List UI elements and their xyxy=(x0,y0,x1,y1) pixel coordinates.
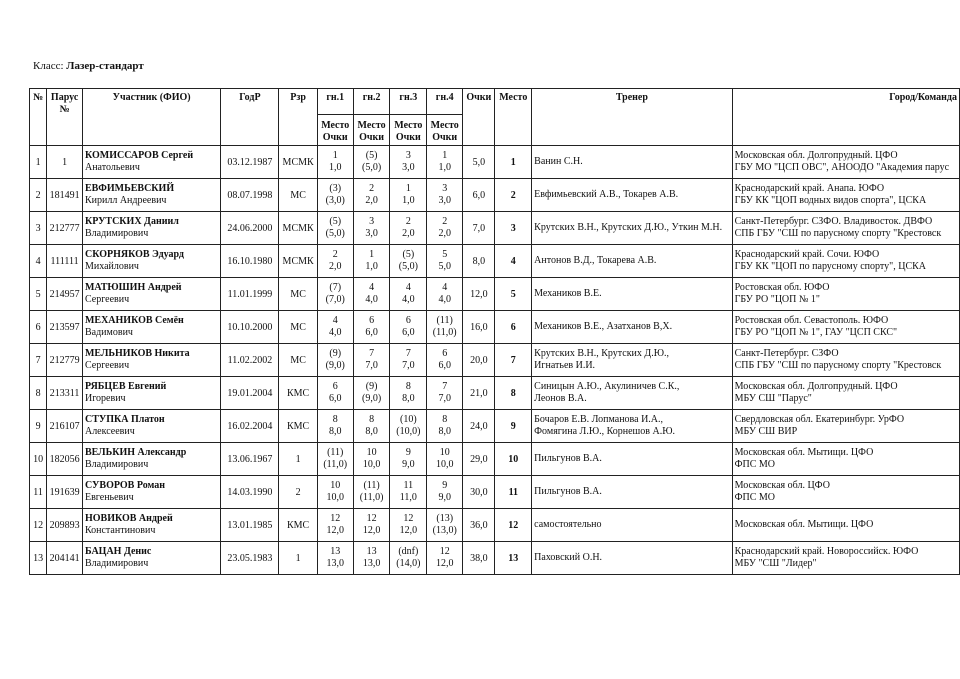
coach: Крутских В.Н., Крутских Д.Ю., Игнатьев И.И. xyxy=(532,344,732,377)
race-1-result: 2 2,0 xyxy=(317,245,353,278)
header-points: Очки xyxy=(463,89,495,146)
row-number: 11 xyxy=(30,476,47,509)
table-row xyxy=(30,410,960,443)
race-1-result: 10 10,0 xyxy=(317,476,353,509)
table-row xyxy=(30,542,960,575)
sport-rank: МСМК xyxy=(279,146,317,179)
header-race-4: гн.4 xyxy=(427,89,463,115)
sport-rank: 1 xyxy=(279,443,317,476)
coach: Механиков В.Е., Азатханов В,Х. xyxy=(532,311,732,344)
results-body xyxy=(30,146,960,575)
row-number: 8 xyxy=(30,377,47,410)
table-row xyxy=(30,443,960,476)
sail-number: 213597 xyxy=(47,311,83,344)
race-1-result: (5) (5,0) xyxy=(317,212,353,245)
race-2-result: 8 8,0 xyxy=(353,410,390,443)
total-points: 36,0 xyxy=(463,509,495,542)
final-place: 9 xyxy=(495,410,532,443)
participant-name: КОМИССАРОВ Сергей Анатольевич xyxy=(82,146,220,179)
birth-date: 24.06.2000 xyxy=(221,212,279,245)
race-1-result: 8 8,0 xyxy=(317,410,353,443)
birth-date: 19.01.2004 xyxy=(221,377,279,410)
coach: Бочаров Е.В. Лопманова И.А., Фомягина Л.Ю., Корнешов А.Ю. xyxy=(532,410,732,443)
table-row xyxy=(30,311,960,344)
sport-rank: КМС xyxy=(279,410,317,443)
sail-number: 111111 xyxy=(47,245,83,278)
coach: Антонов В.Д., Токарева А.В. xyxy=(532,245,732,278)
race-3-result: (dnf) (14,0) xyxy=(390,542,427,575)
city-team: Краснодарский край. Новороссийск. ЮФО МБУ "СШ "Лидер" xyxy=(732,542,959,575)
race-2-result: 3 3,0 xyxy=(353,212,390,245)
coach: Пильгунов В.А. xyxy=(532,476,732,509)
participant-name: БАЦАН Денис Владимирович xyxy=(82,542,220,575)
birth-date: 08.07.1998 xyxy=(221,179,279,212)
header-row xyxy=(30,89,960,115)
table-row xyxy=(30,146,960,179)
birth-date: 11.01.1999 xyxy=(221,278,279,311)
final-place: 12 xyxy=(495,509,532,542)
city-team: Московская обл. Мытищи. ЦФО xyxy=(732,509,959,542)
header-place: Место xyxy=(495,89,532,146)
row-number: 4 xyxy=(30,245,47,278)
race-3-result: (5) (5,0) xyxy=(390,245,427,278)
final-place: 7 xyxy=(495,344,532,377)
city-team: Санкт-Петербург. СЗФО. Владивосток. ДВФО СПБ ГБУ "СШ по парусному спорту "Крестовск xyxy=(732,212,959,245)
sport-rank: 2 xyxy=(279,476,317,509)
race-3-result: 2 2,0 xyxy=(390,212,427,245)
race-4-result: 6 6,0 xyxy=(427,344,463,377)
sail-number: 214957 xyxy=(47,278,83,311)
race-3-result: 3 3,0 xyxy=(390,146,427,179)
birth-date: 03.12.1987 xyxy=(221,146,279,179)
birth-date: 11.02.2002 xyxy=(221,344,279,377)
sail-number: 213311 xyxy=(47,377,83,410)
race-1-result: (11) (11,0) xyxy=(317,443,353,476)
row-number: 3 xyxy=(30,212,47,245)
race-3-result: 7 7,0 xyxy=(390,344,427,377)
class-name: Лазер-стандарт xyxy=(66,60,144,72)
table-row xyxy=(30,212,960,245)
row-number: 12 xyxy=(30,509,47,542)
row-number: 9 xyxy=(30,410,47,443)
final-place: 3 xyxy=(495,212,532,245)
race-3-result: 9 9,0 xyxy=(390,443,427,476)
row-number: 1 xyxy=(30,146,47,179)
total-points: 6,0 xyxy=(463,179,495,212)
race-1-result: 6 6,0 xyxy=(317,377,353,410)
race-2-result: 6 6,0 xyxy=(353,311,390,344)
race-3-result: 8 8,0 xyxy=(390,377,427,410)
header-rank: Рзр xyxy=(279,89,317,146)
race-3-result: 6 6,0 xyxy=(390,311,427,344)
race-2-result: 4 4,0 xyxy=(353,278,390,311)
city-team: Московская обл. Долгопрудный. ЦФО МБУ СШ "Парус" xyxy=(732,377,959,410)
row-number: 2 xyxy=(30,179,47,212)
race-1-result: 1 1,0 xyxy=(317,146,353,179)
city-team: Краснодарский край. Сочи. ЮФО ГБУ КК "ЦОП по парусному спорту", ЦСКА xyxy=(732,245,959,278)
final-place: 1 xyxy=(495,146,532,179)
race-1-result: (9) (9,0) xyxy=(317,344,353,377)
final-place: 6 xyxy=(495,311,532,344)
race-2-result: (5) (5,0) xyxy=(353,146,390,179)
sail-number: 212779 xyxy=(47,344,83,377)
race-2-result: 12 12,0 xyxy=(353,509,390,542)
race-4-result: 4 4,0 xyxy=(427,278,463,311)
coach: Паховский О.Н. xyxy=(532,542,732,575)
race-1-result: 12 12,0 xyxy=(317,509,353,542)
race-2-result: 2 2,0 xyxy=(353,179,390,212)
row-number: 10 xyxy=(30,443,47,476)
city-team: Санкт-Петербург. СЗФО СПБ ГБУ "СШ по парусному спорту "Крестовск xyxy=(732,344,959,377)
birth-date: 14.03.1990 xyxy=(221,476,279,509)
participant-name: НОВИКОВ Андрей Константинович xyxy=(82,509,220,542)
birth-date: 16.02.2004 xyxy=(221,410,279,443)
final-place: 10 xyxy=(495,443,532,476)
sport-rank: 1 xyxy=(279,542,317,575)
race-4-result: 5 5,0 xyxy=(427,245,463,278)
total-points: 8,0 xyxy=(463,245,495,278)
row-number: 6 xyxy=(30,311,47,344)
city-team: Московская обл. Долгопрудный. ЦФО ГБУ МО "ЦСП ОВС", АНООДО "Академия парус xyxy=(732,146,959,179)
row-number: 7 xyxy=(30,344,47,377)
header-city: Город/Команда xyxy=(732,89,959,146)
total-points: 30,0 xyxy=(463,476,495,509)
sail-number: 191639 xyxy=(47,476,83,509)
table-row xyxy=(30,245,960,278)
city-team: Ростовская обл. ЮФО ГБУ РО "ЦОП № 1" xyxy=(732,278,959,311)
race-2-result: 13 13,0 xyxy=(353,542,390,575)
city-team: Московская обл. Мытищи. ЦФО ФПС МО xyxy=(732,443,959,476)
participant-name: СУВОРОВ Роман Евгеньевич xyxy=(82,476,220,509)
sport-rank: МСМК xyxy=(279,212,317,245)
participant-name: РЯБЦЕВ Евгений Игоревич xyxy=(82,377,220,410)
table-row xyxy=(30,278,960,311)
sport-rank: КМС xyxy=(279,377,317,410)
total-points: 38,0 xyxy=(463,542,495,575)
race-4-result: 10 10,0 xyxy=(427,443,463,476)
race-4-result: 9 9,0 xyxy=(427,476,463,509)
coach: Механиков В.Е. xyxy=(532,278,732,311)
race-3-result: 1 1,0 xyxy=(390,179,427,212)
birth-date: 13.06.1967 xyxy=(221,443,279,476)
header-year: ГодР xyxy=(221,89,279,146)
sport-rank: МС xyxy=(279,179,317,212)
total-points: 21,0 xyxy=(463,377,495,410)
race-4-result: 1 1,0 xyxy=(427,146,463,179)
race-1-result: 4 4,0 xyxy=(317,311,353,344)
race-2-result: 1 1,0 xyxy=(353,245,390,278)
final-place: 5 xyxy=(495,278,532,311)
sail-number: 209893 xyxy=(47,509,83,542)
sport-rank: МС xyxy=(279,311,317,344)
sport-rank: КМС xyxy=(279,509,317,542)
header-num: № xyxy=(30,89,47,146)
sail-number: 1 xyxy=(47,146,83,179)
race-3-result: 4 4,0 xyxy=(390,278,427,311)
total-points: 20,0 xyxy=(463,344,495,377)
header-race-3: гн.3 xyxy=(390,89,427,115)
header-sail: Парус № xyxy=(47,89,83,146)
race-3-result: 11 11,0 xyxy=(390,476,427,509)
final-place: 13 xyxy=(495,542,532,575)
coach: Пильгунов В.А. xyxy=(532,443,732,476)
race-4-result: 3 3,0 xyxy=(427,179,463,212)
sport-rank: МСМК xyxy=(279,245,317,278)
participant-name: МАТЮШИН Андрей Сергеевич xyxy=(82,278,220,311)
race-2-result: 10 10,0 xyxy=(353,443,390,476)
total-points: 5,0 xyxy=(463,146,495,179)
total-points: 7,0 xyxy=(463,212,495,245)
race-1-result: (3) (3,0) xyxy=(317,179,353,212)
race-3-result: (10) (10,0) xyxy=(390,410,427,443)
participant-name: КРУТСКИХ Даниил Владимирович xyxy=(82,212,220,245)
row-number: 5 xyxy=(30,278,47,311)
city-team: Краснодарский край. Анапа. ЮФО ГБУ КК "ЦОП водных видов спорта", ЦСКА xyxy=(732,179,959,212)
coach: Крутских В.Н., Крутских Д.Ю., Уткин М.Н. xyxy=(532,212,732,245)
race-2-result: (9) (9,0) xyxy=(353,377,390,410)
race-3-result: 12 12,0 xyxy=(390,509,427,542)
participant-name: СТУПКА Платон Алексеевич xyxy=(82,410,220,443)
sail-number: 181491 xyxy=(47,179,83,212)
row-number: 13 xyxy=(30,542,47,575)
sail-number: 204141 xyxy=(47,542,83,575)
birth-date: 16.10.1980 xyxy=(221,245,279,278)
city-team: Свердловская обл. Екатеринбург. УрФО МБУ СШ ВИР xyxy=(732,410,959,443)
race-2-result: (11) (11,0) xyxy=(353,476,390,509)
birth-date: 10.10.2000 xyxy=(221,311,279,344)
city-team: Московская обл. ЦФО ФПС МО xyxy=(732,476,959,509)
birth-date: 23.05.1983 xyxy=(221,542,279,575)
table-row xyxy=(30,179,960,212)
race-4-result: 7 7,0 xyxy=(427,377,463,410)
coach: Ванин С.Н. xyxy=(532,146,732,179)
race-1-result: 13 13,0 xyxy=(317,542,353,575)
race-4-result: 8 8,0 xyxy=(427,410,463,443)
participant-name: СКОРНЯКОВ Эдуард Михайлович xyxy=(82,245,220,278)
total-points: 29,0 xyxy=(463,443,495,476)
participant-name: МЕХАНИКОВ Семён Вадимович xyxy=(82,311,220,344)
sport-rank: МС xyxy=(279,344,317,377)
sail-number: 216107 xyxy=(47,410,83,443)
table-row xyxy=(30,344,960,377)
race-4-result: (13) (13,0) xyxy=(427,509,463,542)
sail-number: 212777 xyxy=(47,212,83,245)
header-coach: Тренер xyxy=(532,89,732,146)
header-participant: Участник (ФИО) xyxy=(82,89,220,146)
header-race-2-sub: Место Очки xyxy=(353,115,390,146)
final-place: 8 xyxy=(495,377,532,410)
participant-name: ЕВФИМЬЕВСКИЙ Кирилл Андреевич xyxy=(82,179,220,212)
coach: Евфимьевский А.В., Токарев А.В. xyxy=(532,179,732,212)
header-race-2: гн.2 xyxy=(353,89,390,115)
race-4-result: 12 12,0 xyxy=(427,542,463,575)
final-place: 4 xyxy=(495,245,532,278)
final-place: 11 xyxy=(495,476,532,509)
header-race-1-sub: Место Очки xyxy=(317,115,353,146)
city-team: Ростовская обл. Севастополь. ЮФО ГБУ РО "ЦОП № 1", ГАУ "ЦСП СКС" xyxy=(732,311,959,344)
results-table xyxy=(29,88,960,575)
total-points: 24,0 xyxy=(463,410,495,443)
participant-name: МЕЛЬНИКОВ Никита Сергеевич xyxy=(82,344,220,377)
race-1-result: (7) (7,0) xyxy=(317,278,353,311)
coach: Синицын А.Ю., Акулиничев С.К., Леонов В.А. xyxy=(532,377,732,410)
race-4-result: (11) (11,0) xyxy=(427,311,463,344)
race-4-result: 2 2,0 xyxy=(427,212,463,245)
sport-rank: МС xyxy=(279,278,317,311)
total-points: 16,0 xyxy=(463,311,495,344)
birth-date: 13.01.1985 xyxy=(221,509,279,542)
sail-number: 182056 xyxy=(47,443,83,476)
final-place: 2 xyxy=(495,179,532,212)
participant-name: ВЕЛЬКИН Александр Владимирович xyxy=(82,443,220,476)
class-label: Класс: xyxy=(33,60,64,72)
table-row xyxy=(30,377,960,410)
table-row xyxy=(30,476,960,509)
class-line xyxy=(33,60,144,72)
header-race-4-sub: Место Очки xyxy=(427,115,463,146)
race-2-result: 7 7,0 xyxy=(353,344,390,377)
header-race-1: гн.1 xyxy=(317,89,353,115)
coach: самостоятельно xyxy=(532,509,732,542)
total-points: 12,0 xyxy=(463,278,495,311)
header-race-3-sub: Место Очки xyxy=(390,115,427,146)
table-row xyxy=(30,509,960,542)
